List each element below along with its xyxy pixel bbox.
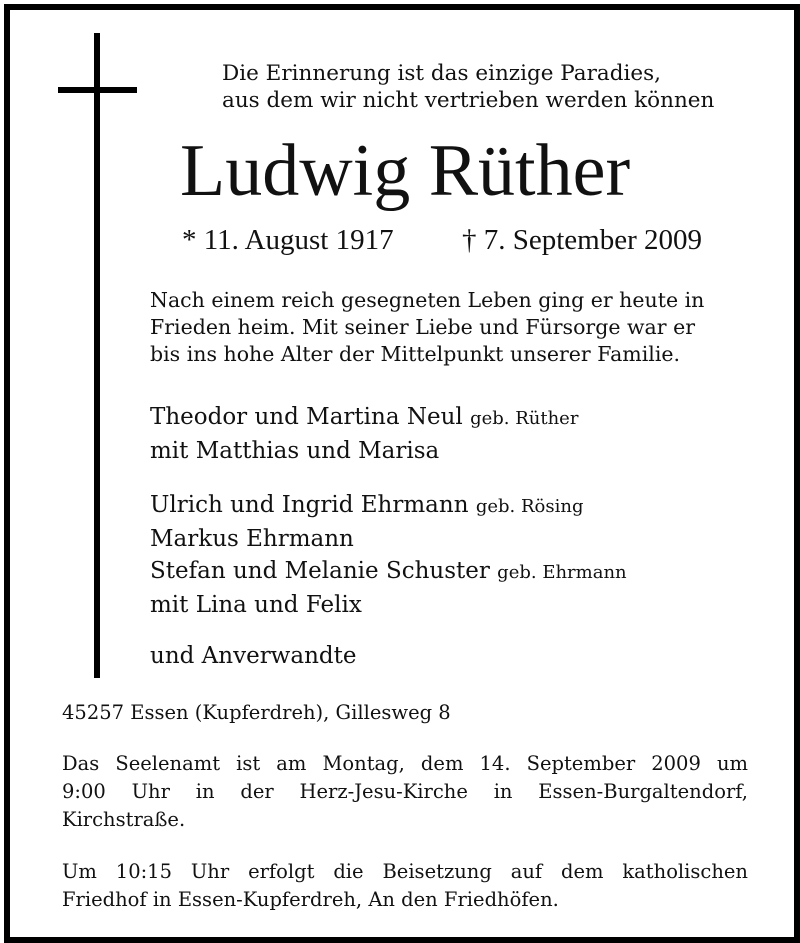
burial-line: Friedhof in Essen-Kupferdreh, An den Friedhöfen. bbox=[62, 888, 559, 911]
birth-date: * 11. August 1917 bbox=[182, 224, 394, 256]
relatives-text: und Anverwandte bbox=[150, 643, 357, 669]
maiden-name: geb. Rösing bbox=[475, 496, 584, 517]
family-line bbox=[150, 489, 790, 523]
family-group-2 bbox=[150, 489, 790, 621]
burial-line: Um 10:15 Uhr erfolgt die Beisetzung auf dem katholischen bbox=[62, 860, 748, 883]
death-date: † 7. September 2009 bbox=[462, 224, 703, 256]
intro-line: bis ins hohe Alter der Mittelpunkt unserer Familie. bbox=[150, 342, 681, 366]
family-group-1 bbox=[150, 401, 790, 467]
family-names: Theodor und Martina Neul bbox=[150, 404, 463, 430]
intro-line: Frieden heim. Mit seiner Liebe und Fürsorge war er bbox=[150, 315, 696, 339]
maiden-name: geb. Ehrmann bbox=[497, 562, 627, 583]
family-line bbox=[150, 401, 790, 435]
relatives-line bbox=[150, 640, 790, 672]
address: 45257 Essen (Kupferdreh), Gillesweg 8 bbox=[62, 701, 451, 724]
mass-line: Kirchstraße. bbox=[62, 808, 186, 831]
intro-text bbox=[150, 287, 770, 368]
cross-horizontal-bar bbox=[58, 87, 137, 93]
deceased-name: Ludwig Rüther bbox=[180, 130, 631, 212]
motto bbox=[222, 60, 762, 114]
intro-line: Nach einem reich gesegneten Leben ging er heute in bbox=[150, 288, 705, 312]
funeral-mass-info bbox=[62, 750, 748, 834]
motto-line: Die Erinnerung ist das einzige Paradies, bbox=[222, 61, 661, 86]
family-line: Markus Ehrmann bbox=[150, 526, 354, 552]
mass-line: 9:00 Uhr in der Herz-Jesu-Kirche in Essen-Burgaltendorf, bbox=[62, 780, 748, 803]
family-line: mit Lina und Felix bbox=[150, 592, 362, 618]
family-names: Stefan und Melanie Schuster bbox=[150, 558, 490, 584]
family-line: mit Matthias und Marisa bbox=[150, 438, 440, 464]
obituary-notice bbox=[4, 4, 800, 943]
family-names: Ulrich und Ingrid Ehrmann bbox=[150, 492, 469, 518]
maiden-name: geb. Rüther bbox=[470, 408, 579, 429]
family-line bbox=[150, 555, 790, 589]
motto-line: aus dem wir nicht vertrieben werden können bbox=[222, 88, 715, 113]
cross-vertical-bar bbox=[94, 33, 100, 678]
mass-line: Das Seelenamt ist am Montag, dem 14. September 2009 um bbox=[62, 752, 748, 775]
burial-info bbox=[62, 858, 748, 914]
